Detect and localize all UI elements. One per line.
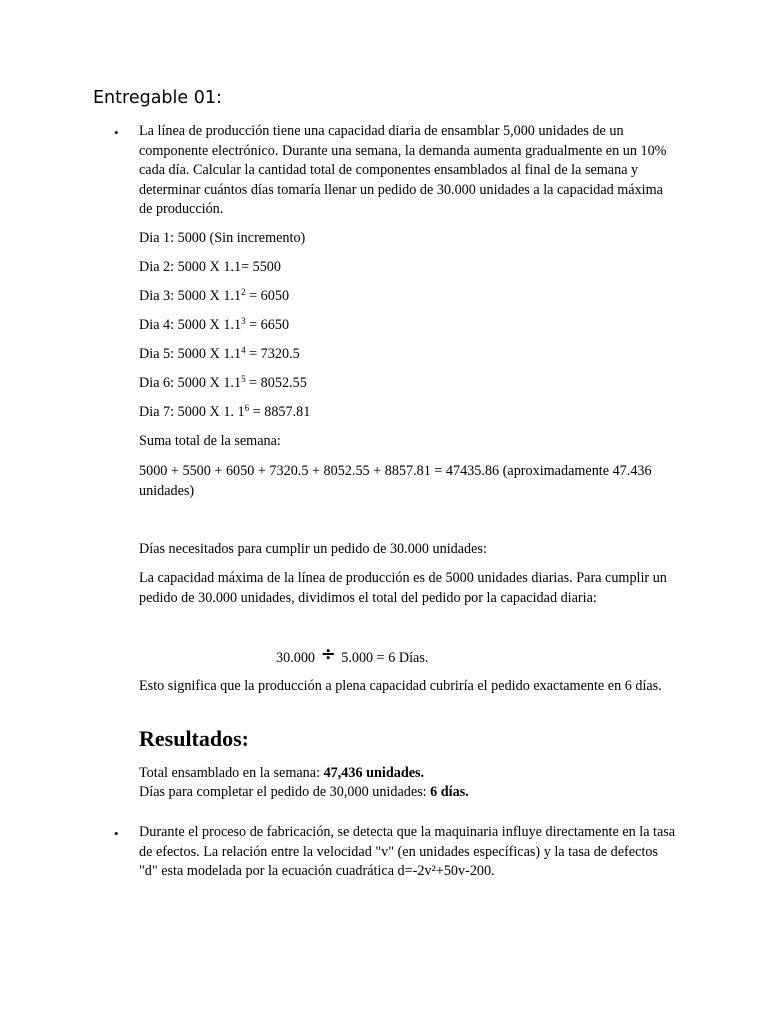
results-line-2 bbox=[139, 784, 469, 801]
sum-label: Suma total de la semana: bbox=[139, 433, 281, 449]
results-days-label: Días para completar el pedido de 30,000 unidades: bbox=[139, 784, 431, 800]
sum-text: 5000 + 5500 + 6050 + 7320.5 + 8052.55 + 8857.81 = 47435.86 (aproximadamente 47.436 unidades) bbox=[139, 463, 652, 499]
day-3-line bbox=[139, 288, 289, 305]
day-2-line: Dia 2: 5000 X 1.1= 5500 bbox=[139, 259, 281, 275]
division-dividend: 30.000 bbox=[276, 650, 316, 666]
day-3-exponent: 2 bbox=[241, 287, 246, 297]
capacity-text: La capacidad máxima de la línea de producción es de 5000 unidades diarias. Para cumplir un pedido de 30.000 unidades, dividimos el total del pedido por la capacidad diaria: bbox=[139, 570, 667, 606]
day-4-line bbox=[139, 317, 289, 334]
bullet-1: • bbox=[114, 125, 119, 140]
day-7-base: Dia 7: 5000 X 1. 1 bbox=[139, 404, 245, 420]
day-6-exponent: 5 bbox=[241, 374, 246, 384]
conclusion-text: Esto significa que la producción a plena capacidad cubriría el pedido exactamente en 6 días. bbox=[139, 678, 662, 694]
day-7-result: = 8857.81 bbox=[249, 404, 311, 420]
results-days-value: 6 días. bbox=[430, 784, 469, 800]
day-5-base: Dia 5: 5000 X 1.1 bbox=[139, 346, 242, 362]
division-sign-icon: ÷ bbox=[320, 644, 336, 665]
division-result: 5.000 = 6 Días. bbox=[341, 650, 429, 666]
item-1-text: La línea de producción tiene una capacidad diaria de ensamblar 5,000 unidades de un componente electrónico. Durante una semana, la demanda aumenta gradualmente en un 10% cada día. Calcular la cantidad total de componentes ensamblados al final de la semana y determinar cuántos días tomaría llenar un pedido de 30.000 unidades a la capacidad máxima de producción. bbox=[139, 123, 667, 218]
day-3-base: Dia 3: 5000 X 1.1 bbox=[139, 288, 242, 304]
day-4-exponent: 3 bbox=[241, 316, 246, 326]
item-2-text: Durante el proceso de fabricación, se detecta que la maquinaria influye directamente en la tasa de efectos. La relación entre la velocidad "v" (en unidades específicas) y la tasa de defectos "d" esta modelada por la ecuación cuadrática d=-2v²+50v-200. bbox=[139, 824, 676, 880]
day-6-result: = 8052.55 bbox=[245, 375, 307, 391]
results-line-1 bbox=[139, 765, 424, 782]
day-7-exponent: 6 bbox=[244, 403, 250, 413]
day-1-line: Dia 1: 5000 (Sin incremento) bbox=[139, 230, 306, 246]
results-total-value: 47,436 unidades. bbox=[323, 765, 425, 781]
bullet-2: • bbox=[114, 826, 119, 841]
results-heading: Resultados: bbox=[139, 726, 250, 751]
day-4-result: = 6650 bbox=[245, 317, 290, 333]
page-heading: Entregable 01: bbox=[93, 88, 222, 108]
day-5-exponent: 4 bbox=[241, 345, 246, 355]
day-3-result: = 6050 bbox=[245, 288, 290, 304]
days-needed-label: Días necesitados para cumplir un pedido de 30.000 unidades: bbox=[139, 541, 487, 557]
day-5-line bbox=[139, 346, 300, 363]
division-equation bbox=[276, 646, 428, 667]
day-7-line bbox=[139, 404, 310, 421]
day-5-result: = 7320.5 bbox=[245, 346, 300, 362]
day-4-base: Dia 4: 5000 X 1.1 bbox=[139, 317, 242, 333]
results-total-label: Total ensamblado en la semana: bbox=[139, 765, 324, 781]
day-6-base: Dia 6: 5000 X 1.1 bbox=[139, 375, 242, 391]
day-6-line bbox=[139, 375, 307, 392]
